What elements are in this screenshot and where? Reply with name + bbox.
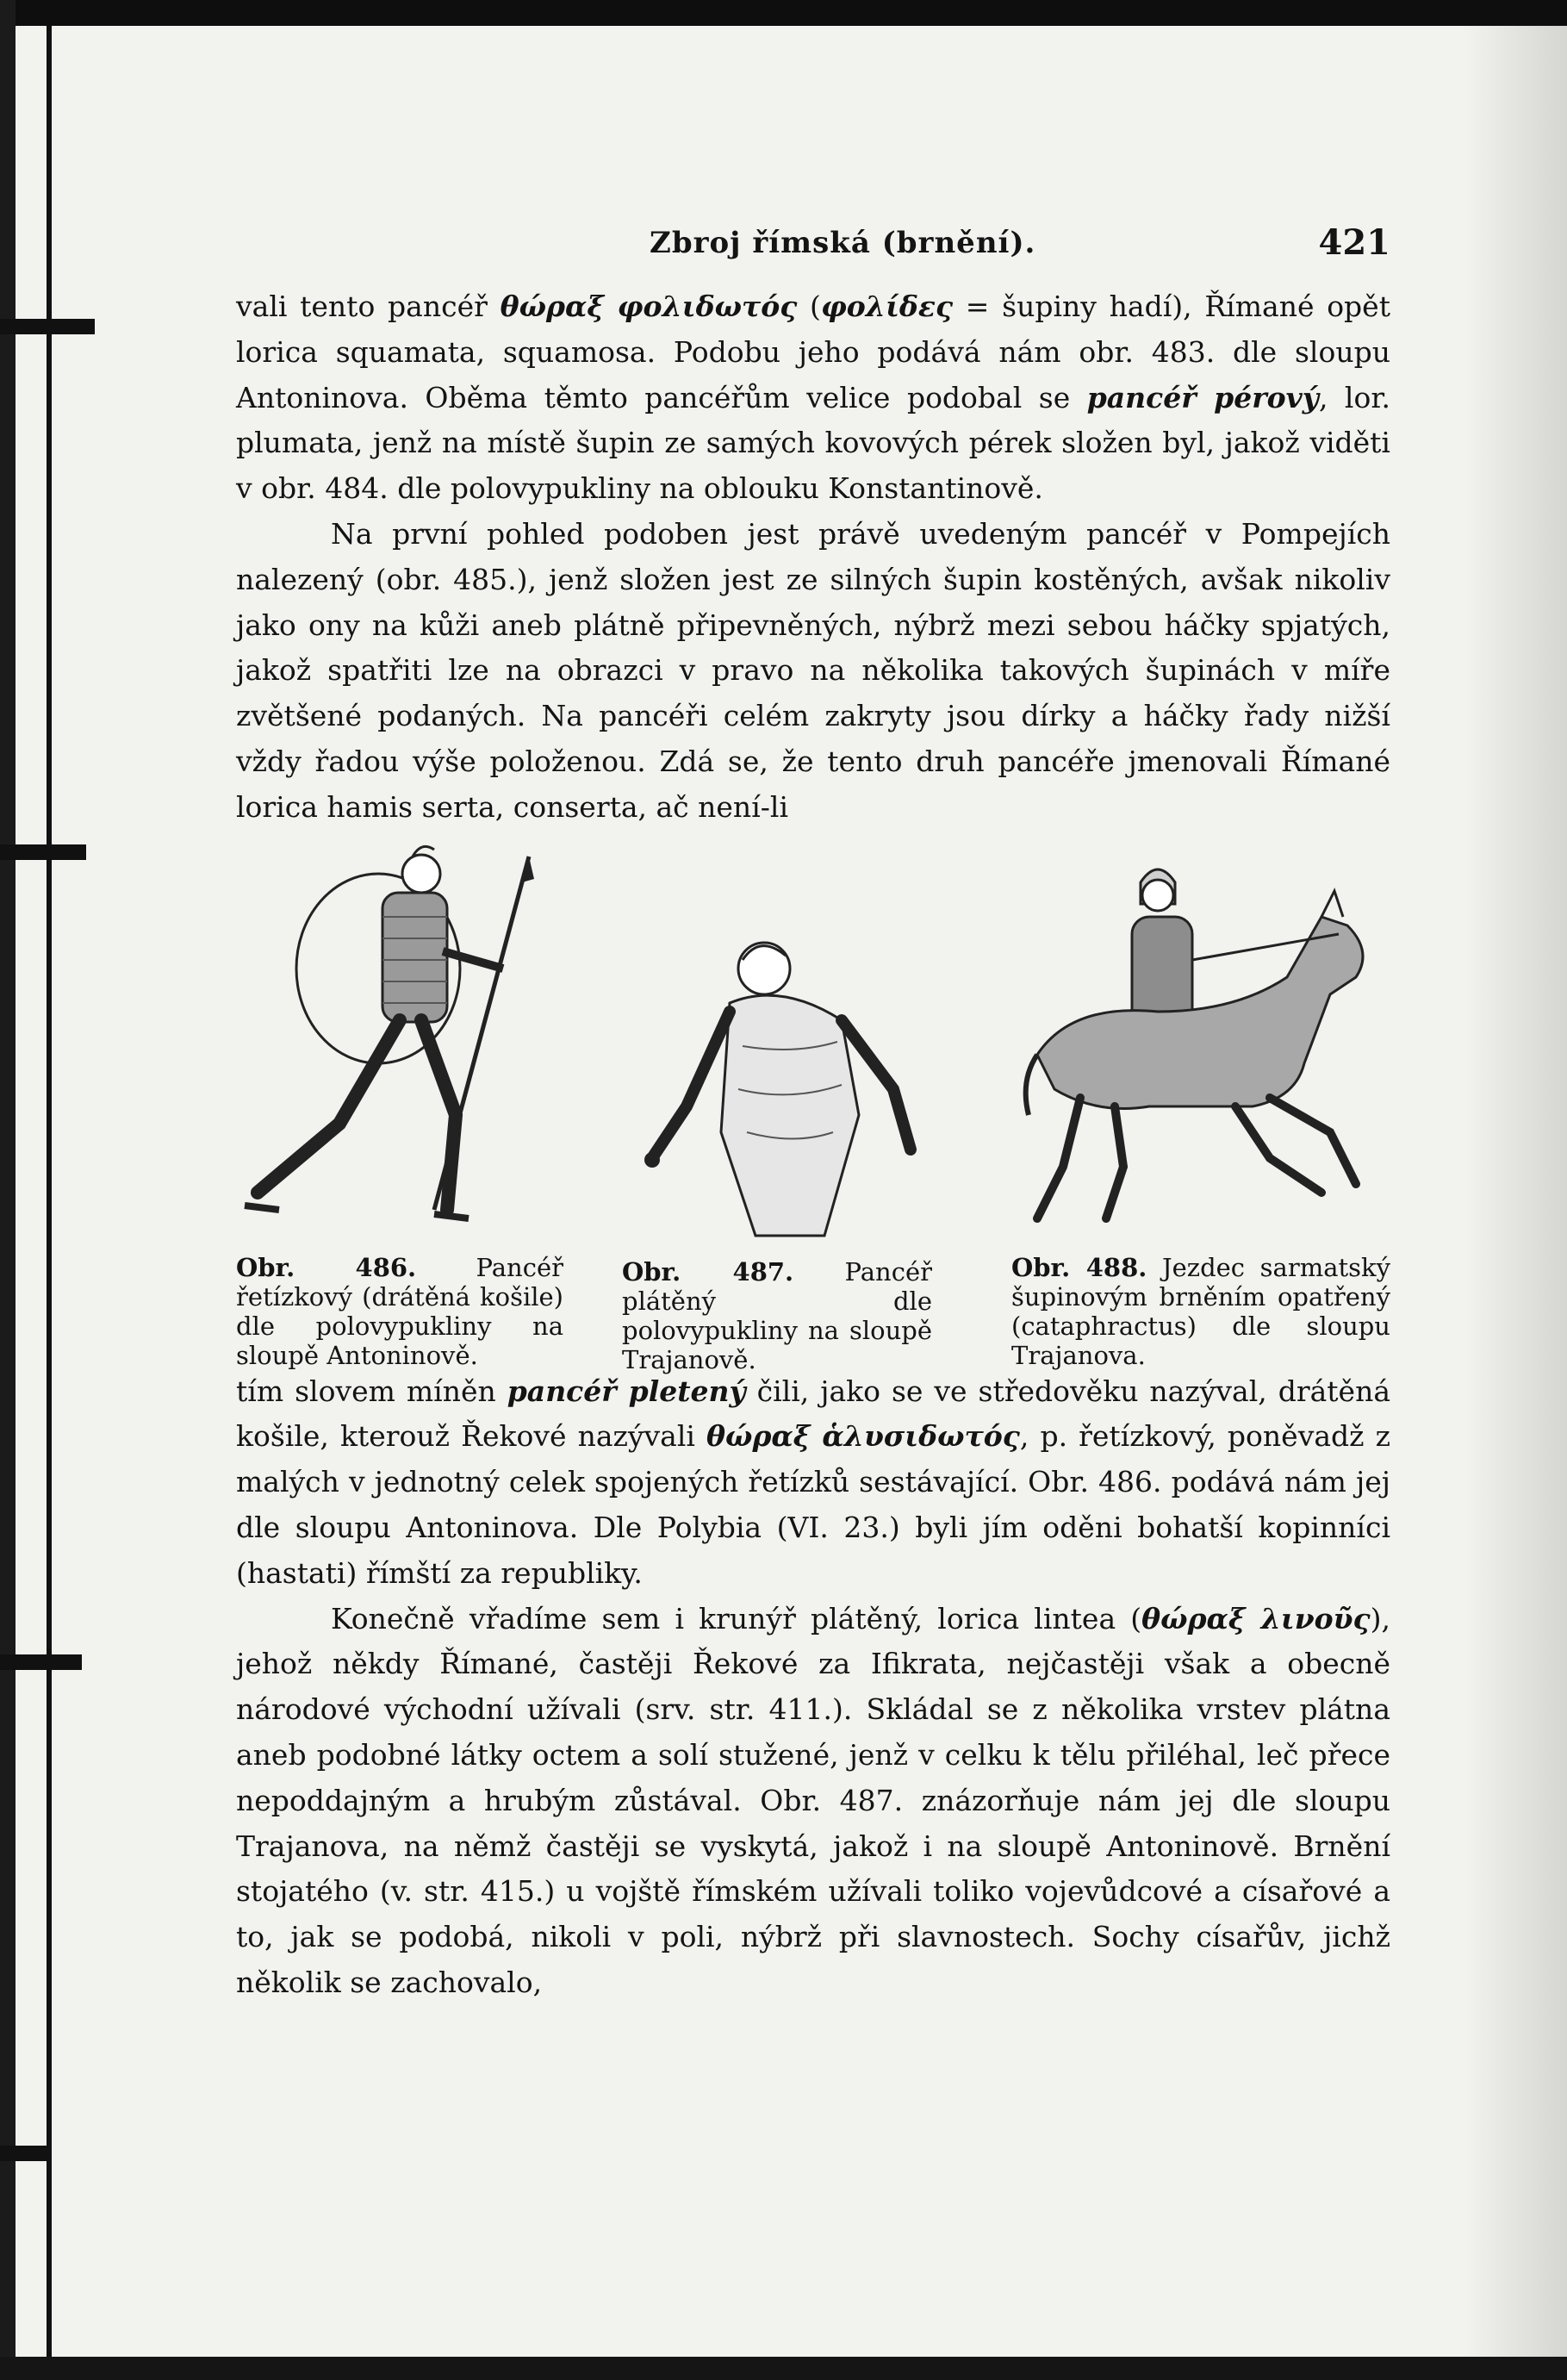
paragraph: Konečně vřadíme sem i krunýř plátěný, lorica lintea (θώραξ λινοῦς), jehož někdy Římané, častěji Řekové za Ifikrata, nejčastěji však a obecně národové východní užívali (srv. str. 411.). Skládal se z několika vrstev plátna aneb podobné látky octem a solí stužené, jenž v celku k tělu přiléhal, leč přece nepoddajným a hrubým zůstával. Obr. 487. znázorňuje nám jej dle sloupu Trajanova, na němž častěji se vyskytá, jakož i na sloupě Antoninově. Brnění stojatého (v. str. 415.) u vojště římském užívali toliko vojevůdcové a císařové a to, jak se podobá, nikoli v poli, nýbrž při slavnostech. Sochy císařův, jichž několik se zachovalo, (236, 1601, 1390, 1999)
greek-term: φολίδες (820, 290, 954, 323)
sarmatian-cataphract-horseman-illustration (1011, 848, 1390, 1244)
page-edge-tab (0, 2146, 52, 2161)
page-number: 421 (1318, 222, 1390, 263)
book-page (236, 215, 1390, 2006)
page-shadow (1464, 26, 1567, 2357)
body-text-bottom (236, 1369, 1390, 2006)
scan-border-left (0, 0, 16, 2380)
figure-487 (622, 934, 932, 1374)
paragraph: tím slovem míněn pancéř pletený čili, jako se ve středověku nazýval, drátěná košile, kterouž Řekové nazývali θώραξ ἁλυσιδωτός, p. řetízkový, poněvadž z malých v jednotný celek spojených řetízků sestávající. Obr. 486. podává nám jej dle sloupu Antoninova. Dle Polybia (VI. 23.) byli jím oděni bohatší kopinníci (hastati) římští za republiky. (236, 1374, 1390, 1590)
scan-border-top (0, 0, 1567, 26)
soldier-chainmail-illustration (236, 839, 563, 1244)
greek-term: θώραξ λινοῦς (1141, 1601, 1371, 1635)
figure-488 (1011, 848, 1390, 1370)
running-title: Zbroj římská (brnění). (650, 226, 1036, 260)
greek-term: θώραξ φολιδωτός (500, 290, 798, 323)
scan-border-bottom (0, 2357, 1567, 2380)
binding-edge (47, 26, 52, 2357)
running-head (236, 215, 1390, 284)
figure-caption-488: Obr. 488. Jezdec sarmatský šupinovým brněním opatřený (cataphractus) dle sloupu Trajanova. (1011, 1252, 1390, 1370)
figure-row (236, 839, 1390, 1374)
figure-486 (236, 839, 563, 1370)
body-text-top (236, 284, 1390, 831)
figure-caption-486: Obr. 486. Pancéř řetízkový (drátěná košile) dle polovypukliny na sloupě Antoninově. (236, 1252, 563, 1370)
soldier-linen-cuirass-illustration (639, 934, 932, 1249)
emphasized-term: pancéř pérový (1086, 380, 1319, 414)
page-edge-tab (0, 319, 95, 334)
paragraph: Na první pohled podoben jest právě uvedeným pancéř v Pompejích nalezený (obr. 485.), jenž složen jest ze silných šupin kostěných, avšak nikoliv jako ony na kůži aneb plátně připevněných, nýbrž mezi sebou háčky spjatých, jakož spatřiti lze na obrazci v pravo na několika takových šupinách v míře zvětšené podaných. Na pancéři celém zakryty jsou dírky a háčky řady nižší vždy řadou výše položenou. Zdá se, že tento druh pancéře jmenovali Římané lorica hamis serta, conserta, ač není-li (236, 516, 1390, 824)
figure-caption-487: Obr. 487. Pancéř plátěný dle polovypukliny na sloupě Trajanově. (622, 1256, 932, 1374)
emphasized-term: pancéř pletený (507, 1374, 746, 1408)
page-edge-tab (0, 1654, 82, 1670)
paragraph: vali tento pancéř θώραξ φολιδωτός (φολίδες = šupiny hadí), Římané opět lorica squamata, squamosa. Podobu jeho podává nám obr. 483. dle sloupu Antoninova. Oběma těmto pancéřům velice podobal se pancéř pérový, lor. plumata, jenž na místě šupin ze samých kovových pérek složen byl, jakož viděti v obr. 484. dle polovypukliny na oblouku Konstantinově. (236, 290, 1390, 506)
greek-term: θώραξ ἁλυσιδωτός (706, 1419, 1020, 1454)
page-edge-tab (0, 844, 86, 860)
